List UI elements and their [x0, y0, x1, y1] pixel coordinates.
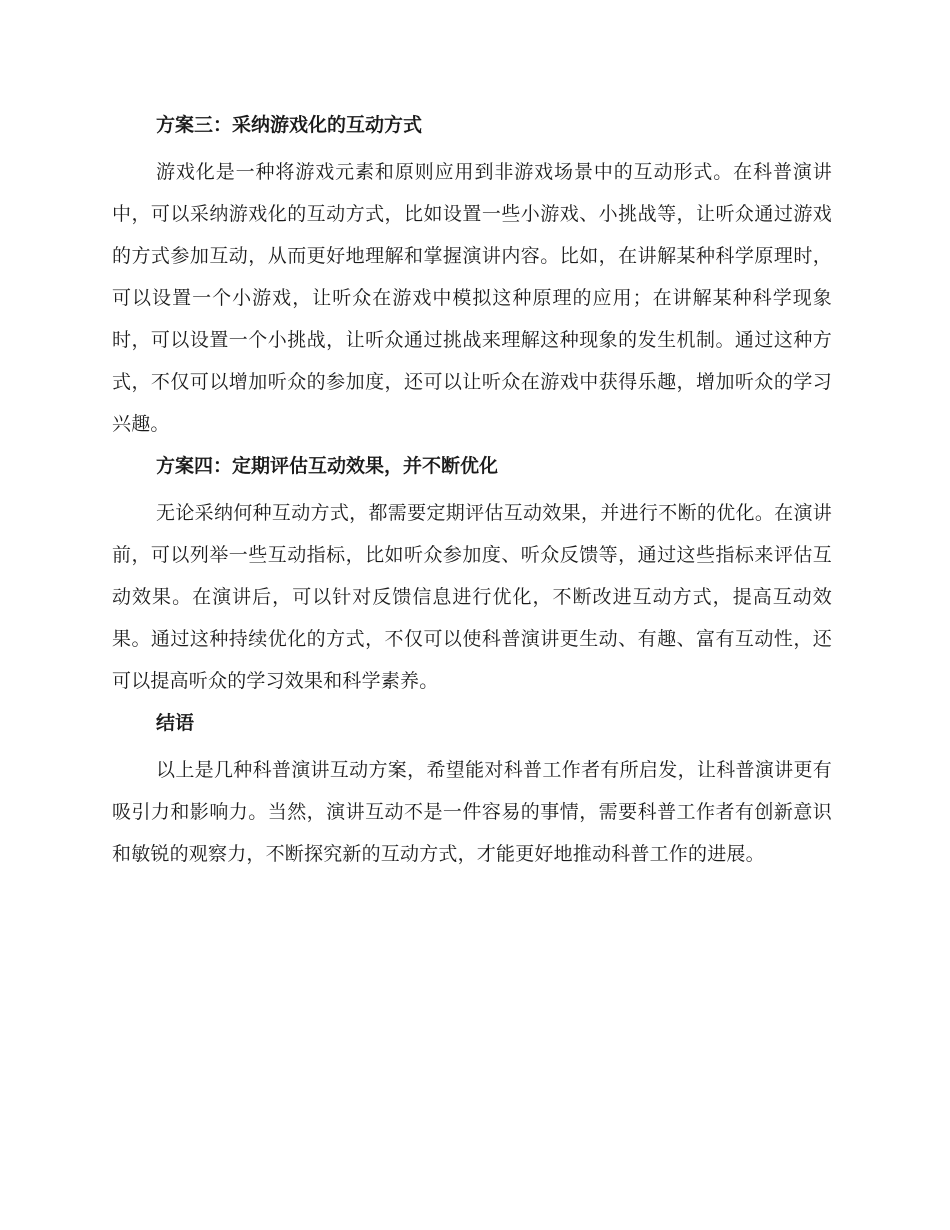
document-content: [112, 104, 832, 875]
section-body-plan-3: 游戏化是一种将游戏元素和原则应用到非游戏场景中的互动形式。在科普演讲中，可以采纳游戏化的互动方式，比如设置一些小游戏、小挑战等，让听众通过游戏的方式参加互动，从而更好地理解和掌握演讲内容。比如，在讲解某种科学原理时，可以设置一个小游戏，让听众在游戏中模拟这种原理的应用；在讲解某种科学现象时，可以设置一个小挑战，让听众通过挑战来理解这种现象的发生机制。通过这种方式，不仅可以增加听众的参加度，还可以让听众在游戏中获得乐趣，增加听众的学习兴趣。: [112, 161, 832, 435]
section-body-conclusion: 以上是几种科普演讲互动方案，希望能对科普工作者有所启发，让科普演讲更有吸引力和影响力。当然，演讲互动不是一件容易的事情，需要科普工作者有创新意识和敏锐的观察力，不断探究新的互动方式，才能更好地推动科普工作的进展。: [112, 759, 832, 865]
section-heading-plan-4: 方案四：定期评估互动效果，并不断优化: [156, 455, 499, 477]
section-body-plan-4: 无论采纳何种互动方式，都需要定期评估互动效果，并进行不断的优化。在演讲前，可以列举一些互动指标，比如听众参加度、听众反馈等，通过这些指标来评估互动效果。在演讲后，可以针对反馈信息进行优化，不断改进互动方式，提高互动效果。通过这种持续优化的方式，不仅可以使科普演讲更生动、有趣、富有互动性，还可以提高听众的学习效果和科学素养。: [112, 502, 832, 692]
section-heading-plan-3: 方案三：采纳游戏化的互动方式: [156, 114, 423, 136]
section-heading-conclusion: 结语: [156, 712, 195, 734]
